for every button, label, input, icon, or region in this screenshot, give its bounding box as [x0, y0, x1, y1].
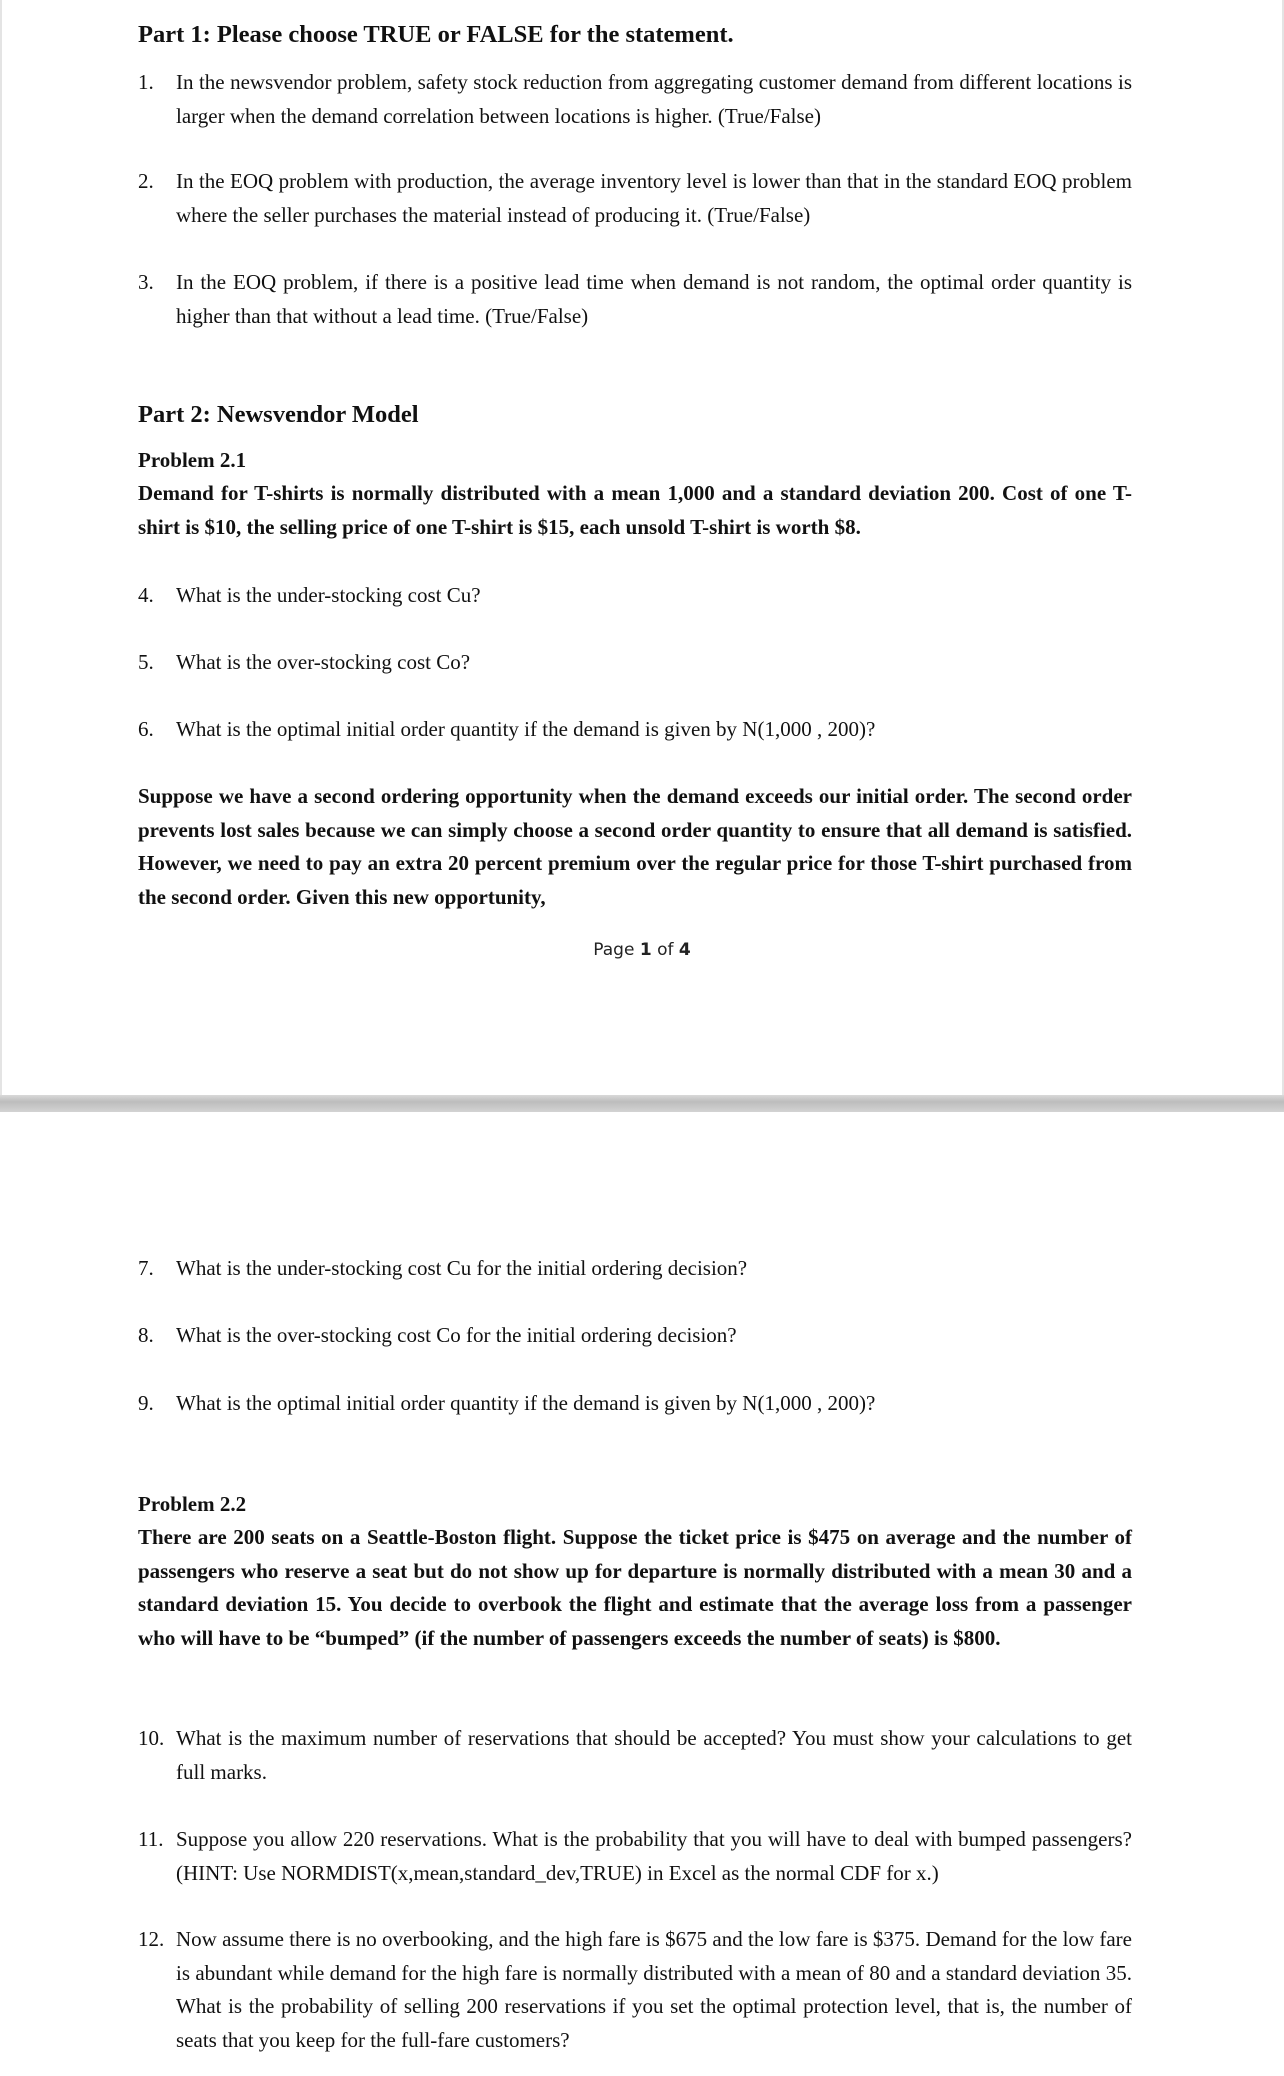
problem-2-2-title: Problem 2.2 [138, 1492, 247, 1516]
question-3 [138, 266, 1132, 333]
question-number: 1. [138, 70, 154, 94]
question-number: 11. [138, 1827, 164, 1851]
footer-total-pages: 4 [678, 940, 691, 960]
question-text: What is the over-stocking cost Co? [176, 650, 471, 674]
question-number: 7. [138, 1256, 154, 1280]
page-separator [0, 1095, 1284, 1112]
question-11 [138, 1823, 1132, 1890]
question-4 [138, 579, 1132, 613]
question-number: 10. [138, 1726, 165, 1750]
document-page-2 [0, 1112, 1284, 2076]
question-8 [138, 1319, 1132, 1353]
question-6 [138, 713, 1132, 747]
question-7 [138, 1252, 1132, 1286]
question-5 [138, 646, 1132, 680]
question-text: Suppose you allow 220 reservations. What is the probability that you will have to deal with bumped passengers? (HINT: Use NORMDIST(x,mean,standard_dev,TRUE) in Excel as the normal CDF for x.) [176, 1827, 1132, 1885]
page-border-left [0, 0, 2, 1095]
problem-2-1-text: Demand for T-shirts is normally distributed with a mean 1,000 and a standard deviation 200. Cost of one T-shirt is $10, the selling price of one T-shirt is $15, each unsold T-shirt is worth $8. [138, 481, 1132, 539]
part1-heading: Part 1: Please choose TRUE or FALSE for the statement. [138, 21, 734, 48]
question-text: What is the optimal initial order quantity if the demand is given by N(1,000 , 200)? [176, 717, 876, 741]
question-text: What is the over-stocking cost Co for the initial ordering decision? [176, 1323, 737, 1347]
question-1 [138, 66, 1132, 133]
question-10 [138, 1722, 1132, 1789]
problem-2-2-text: There are 200 seats on a Seattle-Boston flight. Suppose the ticket price is $475 on average and the number of passengers who reserve a seat but do not show up for departure is normally distributed with a mean 30 and a standard deviation 15. You decide to overbook the flight and estimate that the average loss from a passenger who will have to be “bumped” (if the number of passengers exceeds the number of seats) is $800. [138, 1525, 1132, 1650]
question-number: 4. [138, 583, 154, 607]
question-number: 8. [138, 1323, 154, 1347]
page-footer [0, 940, 1284, 960]
question-text: In the EOQ problem with production, the average inventory level is lower than that in the standard EOQ problem where the seller purchases the material instead of producing it. (True/False) [176, 169, 1132, 227]
question-text: What is the under-stocking cost Cu? [176, 583, 481, 607]
problem-2-1-title: Problem 2.1 [138, 448, 247, 472]
footer-of-word: of [657, 940, 674, 960]
question-text: Now assume there is no overbooking, and the high fare is $675 and the low fare is $375. Demand for the low fare is abundant while demand for the high fare is normally distributed with a mean of 80 and a standard deviation 35. What is the probability of selling 200 reservations if you set the optimal protection level, that is, the number of seats that you keep for the full-fare customers? [176, 1927, 1132, 2052]
question-number: 3. [138, 270, 154, 294]
question-number: 12. [138, 1927, 165, 1951]
question-number: 5. [138, 650, 154, 674]
part2-heading: Part 2: Newsvendor Model [138, 401, 419, 428]
question-9 [138, 1387, 1132, 1421]
question-number: 9. [138, 1391, 154, 1415]
question-text: What is the maximum number of reservations that should be accepted? You must show your calculations to get full marks. [176, 1726, 1132, 1784]
question-number: 2. [138, 169, 154, 193]
question-text: What is the under-stocking cost Cu for the initial ordering decision? [176, 1256, 748, 1280]
second-order-paragraph: Suppose we have a second ordering opportunity when the demand exceeds our initial order. The second order prevents lost sales because we can simply choose a second order quantity to ensure that all demand is satisfied. However, we need to pay an extra 20 percent premium over the regular price for those T-shirt purchased from the second order. Given this new opportunity, [138, 784, 1132, 909]
footer-current-page: 1 [639, 940, 652, 960]
question-number: 6. [138, 717, 154, 741]
question-text: In the EOQ problem, if there is a positive lead time when demand is not random, the optimal order quantity is higher than that without a lead time. (True/False) [176, 270, 1132, 328]
question-text: In the newsvendor problem, safety stock reduction from aggregating customer demand from different locations is larger when the demand correlation between locations is higher. (True/False) [176, 70, 1132, 128]
question-text: What is the optimal initial order quantity if the demand is given by N(1,000 , 200)? [176, 1391, 876, 1415]
footer-page-word: Page [593, 940, 635, 960]
question-2 [138, 165, 1132, 232]
question-12 [138, 1923, 1132, 2057]
